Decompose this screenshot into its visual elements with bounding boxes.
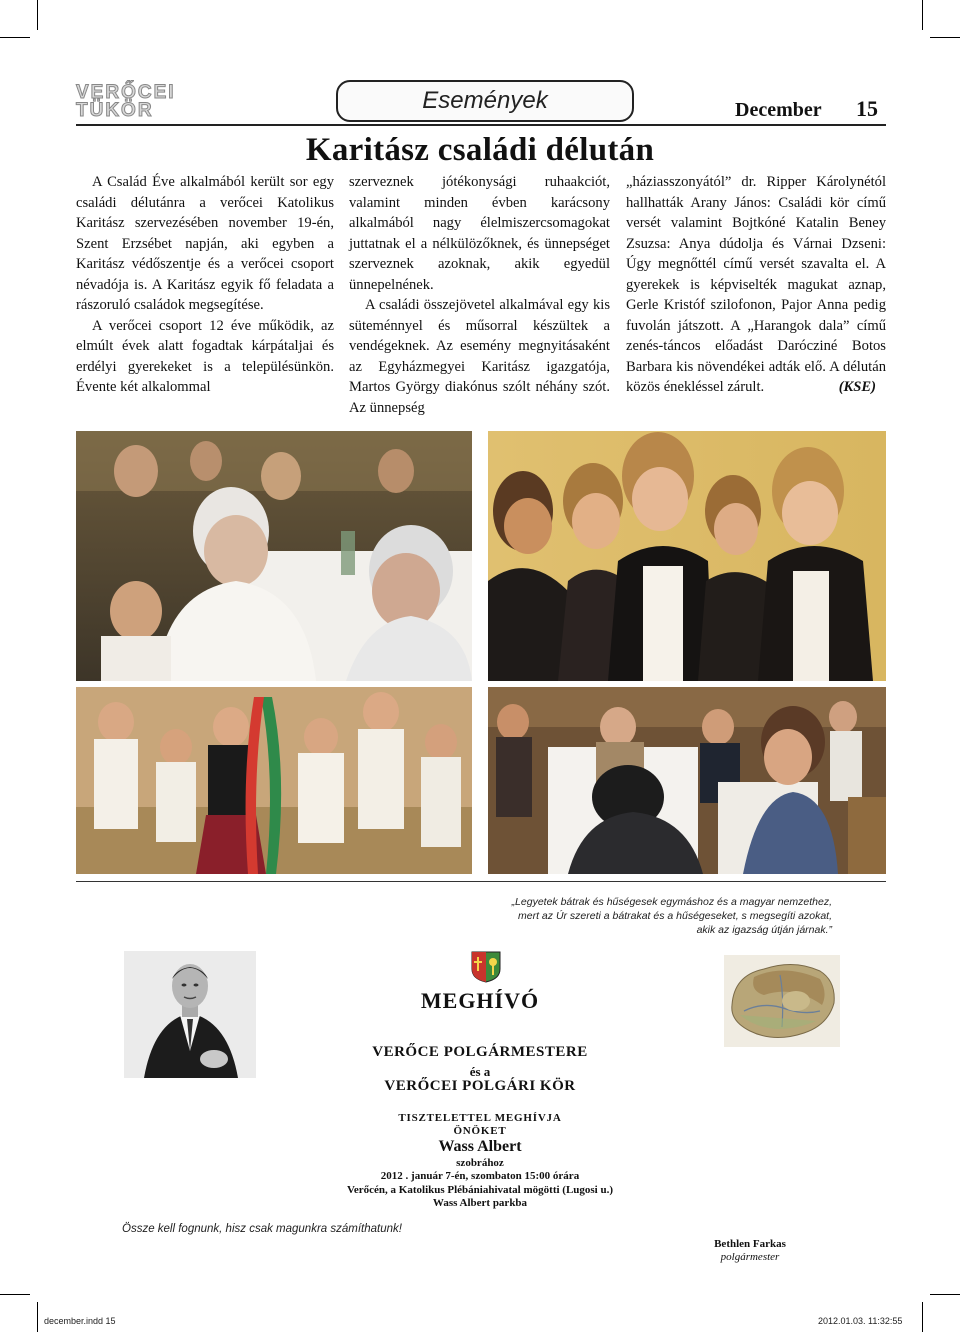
crop-mark-tr-v — [922, 0, 923, 30]
article-column-3 — [626, 172, 886, 398]
folk-dancing-children-photo — [76, 687, 472, 874]
invitation-signer — [700, 1238, 800, 1264]
invitation-honoree: Wass Albert — [438, 1138, 522, 1155]
elderly-women-at-table-photo — [76, 431, 472, 681]
quote-line: akik az igazság útján járnak.” — [696, 924, 832, 936]
quote-line: mert az Úr szereti a bátrakat és a hűségeseket, s megsegíti azokat, — [518, 910, 832, 922]
article-column-1 — [76, 172, 334, 398]
crop-mark-bl-v — [37, 1302, 38, 1332]
invitation-park: Wass Albert parkba — [432, 1197, 528, 1209]
invitation-invites: TISZTELETTEL MEGHÍVJA — [398, 1112, 562, 1124]
wass-albert-portrait — [124, 951, 256, 1078]
invitation-statue: szobrához — [456, 1157, 504, 1169]
family-dinner-photo — [488, 687, 886, 874]
print-file-name: december.indd 15 — [44, 1316, 116, 1326]
signer-role: polgármester — [720, 1251, 780, 1263]
author-signature: (KSE) — [838, 379, 876, 395]
quote-line: „Legyetek bátrak és hűségesek egymáshoz és a magyar nemzethez, — [511, 896, 832, 908]
crop-mark-bl-h — [0, 1294, 30, 1295]
invitation-place: Verőcén, a Katolikus Plébániahivatal mögötti (Lugosi u.) — [346, 1184, 614, 1196]
invitation-you: ÖNÖKET — [453, 1125, 507, 1137]
paragraph: A Család Éve alkalmából került sor egy családi délutánra a verőcei Katolikus Karitász szervezésében november 19-én, Szent Erzsébet napján, aki egyben a Karitász védőszentje és a verőcei csoport névadója is. A Karitász egyik fő feladata a rászoruló családok megsegítése. — [76, 174, 334, 313]
print-timestamp: 2012.01.03. 11:32:55 — [818, 1316, 903, 1326]
singing-girls-photo — [488, 431, 886, 681]
crop-mark-tl-h — [0, 37, 30, 38]
crop-mark-br-v — [922, 1302, 923, 1332]
paragraph — [626, 172, 886, 398]
section-divider — [76, 881, 886, 882]
crop-mark-tr-h — [930, 37, 960, 38]
crop-mark-br-h — [930, 1294, 960, 1295]
masthead-line2: TÜKÖR — [76, 100, 154, 121]
page-number: 15 — [856, 96, 878, 121]
header-divider — [76, 124, 886, 126]
wass-albert-quote — [460, 895, 832, 937]
paragraph: A családi összejövetel alkalmával egy kis süteménnyel és műsorral készültek a vendégeknek. Az esemény megnyitásaként az Egyházmegyei Karitász igazgatója, Martos György diakónus szólt néhány szót. Az ünnepség — [349, 297, 610, 416]
crop-mark-tl-v — [37, 0, 38, 30]
signer-name: Bethlen Farkas — [714, 1238, 786, 1250]
masthead-logo — [76, 84, 216, 120]
section-label: Események — [336, 80, 634, 122]
article-column-2 — [349, 172, 610, 418]
invitation-host-1: VERŐCE POLGÁRMESTERE — [372, 1044, 588, 1060]
invitation-date: 2012 . január 7-én, szombaton 15:00 órára — [380, 1170, 580, 1182]
paragraph: A verőcei csoport 12 éve működik, az elmúlt évek alatt fogadtak kárpátaljai és erdélyi gyerekeket is a településünkön. Évente két alkalommal — [76, 317, 334, 395]
paragraph-text: „háziasszonyától” dr. Ripper Károlynétól hallhatták Arany János: Családi kör című versét valamint Bojtkóné Katalin Beney Zsuzsa: Anya dúdolja és Várnai Dzseni: Úgy megnőttél című versét szavalta el. A gyerekek is képviselték magukat aznap, Gerle Kristóf szilofonon, Pajor Anna pedig fuvolán játszott. A „Harangok dala” című zenés-táncos előadást Darócziné Botos Barbara kis növendékei adták elő. A délután közös énekléssel zárult. — [626, 174, 886, 395]
invitation-motto: Össze kell fognunk, hisz csak magunkra számíthatunk! — [122, 1223, 402, 1235]
paragraph: szerveznek jótékonysági ruhaakciót, valamint minden évben karácsony alkalmából nagy élelmiszercsomagokat juttatnak el a nélkülözőknek, és ünnepséget szerveznek azoknak, akik egyedül ünnepelnének. — [349, 174, 610, 293]
invitation-host-2: VERŐCEI POLGÁRI KÖR — [384, 1078, 576, 1094]
masthead-line1: VERŐCEI — [76, 82, 176, 103]
carpathian-basin-map — [724, 955, 840, 1047]
issue-month: December — [735, 99, 822, 121]
veroce-coat-of-arms-icon — [471, 951, 501, 983]
invitation-title: MEGHÍVÓ — [420, 988, 540, 1013]
invitation-and: és a — [469, 1064, 491, 1079]
article-title: Karitász családi délután — [305, 132, 655, 168]
